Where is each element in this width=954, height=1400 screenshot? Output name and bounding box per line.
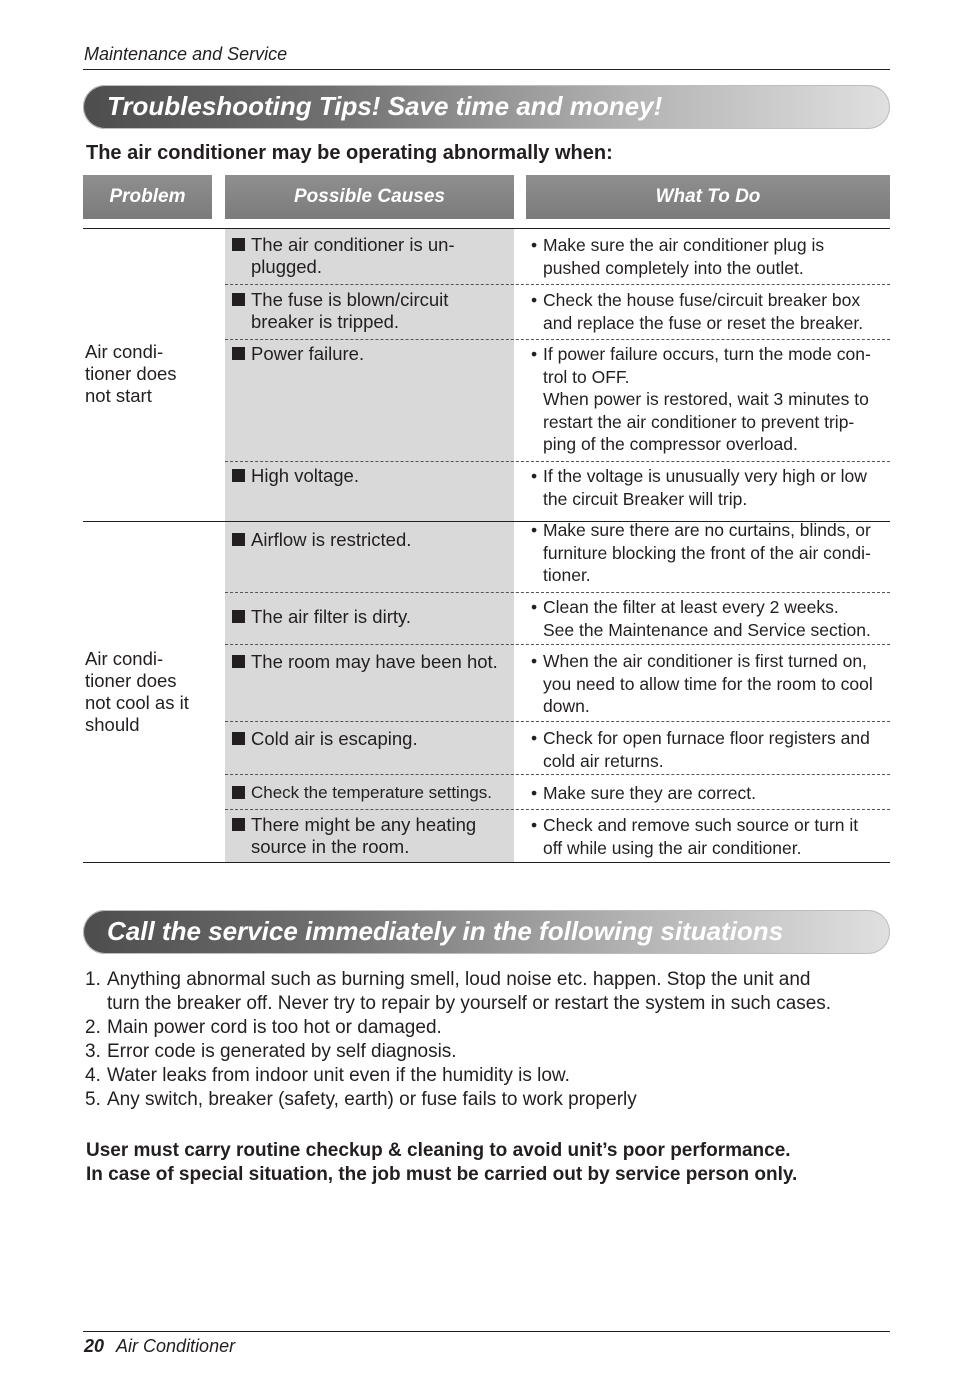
cause-unplugged: The air conditioner is un- plugged. — [230, 234, 512, 278]
service-situations-list — [85, 968, 885, 1112]
todo-allow-time: • When the air conditioner is first turned on, you need to allow time for the room to cool down. — [531, 651, 873, 716]
maintenance-note: User must carry routine checkup & cleaning to avoid unit’s poor performance. In case of special situation, the job must be carried out by service person only. — [86, 1140, 798, 1185]
todo-airflow: • Make sure there are no curtains, blinds, or furniture blocking the front of the air condi- tioner. — [531, 520, 871, 585]
square-bullet-icon — [232, 655, 245, 668]
cause-high-voltage: High voltage. — [230, 465, 512, 487]
list-item: 3. Error code is generated by self diagnosis. — [85, 1041, 457, 1062]
header-what-to-do: What To Do — [526, 175, 890, 219]
cause-room-hot: The room may have been hot. — [230, 651, 512, 673]
problem-does-not-start: Air condi- tioner does not start — [85, 341, 177, 406]
cause-fuse-blown: The fuse is blown/circuit breaker is tripped. — [230, 289, 512, 333]
cause-power-failure: Power failure. — [230, 343, 512, 365]
row-divider — [225, 809, 890, 810]
row-divider — [225, 774, 890, 775]
square-bullet-icon — [232, 533, 245, 546]
row-divider — [225, 721, 890, 722]
bullet-icon: • — [531, 783, 538, 803]
todo-check-plug: • Make sure the air conditioner plug is pushed completely into the outlet. — [531, 235, 825, 278]
square-bullet-icon — [232, 610, 245, 623]
bullet-icon: • — [531, 520, 538, 540]
row-divider — [225, 339, 890, 340]
header-rule — [83, 69, 890, 70]
square-bullet-icon — [232, 469, 245, 482]
causes-background-group2 — [225, 522, 514, 863]
bullet-icon: • — [531, 235, 538, 255]
todo-remove-source: • Check and remove such source or turn it off while using the air conditioner. — [531, 815, 859, 858]
cause-airflow-restricted: Airflow is restricted. — [230, 529, 512, 551]
service-banner — [83, 910, 890, 954]
running-head: Maintenance and Service — [84, 44, 288, 64]
bullet-icon: • — [531, 344, 538, 364]
row-divider — [225, 592, 890, 593]
footer — [84, 1336, 235, 1357]
todo-clean-filter: • Clean the filter at least every 2 weeks. See the Maintenance and Service section. — [531, 597, 871, 640]
square-bullet-icon — [232, 238, 245, 251]
square-bullet-icon — [232, 347, 245, 360]
todo-high-voltage: • If the voltage is unusually very high or low the circuit Breaker will trip. — [531, 466, 867, 509]
banner-title: Troubleshooting Tips! Save time and money! — [107, 91, 663, 121]
todo-power-failure: • If power failure occurs, turn the mode con- trol to OFF. When power is restored, wait 3 minutes to restart the air conditioner to prevent trip- ping of the compressor overload. — [531, 344, 871, 454]
list-item: 1. Anything abnormal such as burning smell, loud noise etc. happen. Stop the unit and turn the breaker off. Never try to repair by yourself or restart the system in such cases. — [85, 969, 832, 1014]
list-item: 5. Any switch, breaker (safety, earth) or fuse fails to work properly — [85, 1089, 637, 1110]
row-divider — [225, 644, 890, 645]
square-bullet-icon — [232, 786, 245, 799]
cause-temperature-settings: Check the temperature settings. — [230, 782, 512, 804]
bullet-icon: • — [531, 597, 538, 617]
footer-rule — [83, 1331, 890, 1332]
footer-title: Air Conditioner — [116, 1336, 236, 1356]
square-bullet-icon — [232, 732, 245, 745]
cause-filter-dirty: The air filter is dirty. — [230, 606, 512, 628]
row-divider — [225, 461, 890, 462]
problem-does-not-cool: Air condi- tioner does not cool as it should — [85, 648, 189, 735]
header-possible-causes: Possible Causes — [225, 175, 514, 219]
page-number: 20 — [84, 1336, 105, 1356]
table-top-rule — [83, 228, 890, 229]
intro-text: The air conditioner may be operating abnormally when: — [86, 142, 613, 164]
troubleshooting-banner — [83, 85, 890, 129]
todo-check-fuse: • Check the house fuse/circuit breaker box and replace the fuse or reset the breaker. — [531, 290, 864, 333]
header-problem: Problem — [83, 175, 212, 219]
bullet-icon: • — [531, 815, 538, 835]
list-item: 2. Main power cord is too hot or damaged. — [85, 1017, 442, 1038]
bullet-icon: • — [531, 290, 538, 310]
list-item: 4. Water leaks from indoor unit even if the humidity is low. — [85, 1065, 570, 1086]
bullet-icon: • — [531, 466, 538, 486]
cause-cold-air-escaping: Cold air is escaping. — [230, 728, 512, 750]
todo-check-registers: • Check for open furnace floor registers and cold air returns. — [531, 728, 870, 771]
square-bullet-icon — [232, 818, 245, 831]
todo-settings-correct: • Make sure they are correct. — [531, 783, 756, 803]
banner-title: Call the service immediately in the following situations — [107, 916, 784, 946]
bullet-icon: • — [531, 651, 538, 671]
bullet-icon: • — [531, 728, 538, 748]
square-bullet-icon — [232, 293, 245, 306]
row-divider — [225, 284, 890, 285]
table-bottom-rule — [83, 862, 890, 863]
cause-heating-source: There might be any heating source in the room. — [230, 814, 512, 858]
